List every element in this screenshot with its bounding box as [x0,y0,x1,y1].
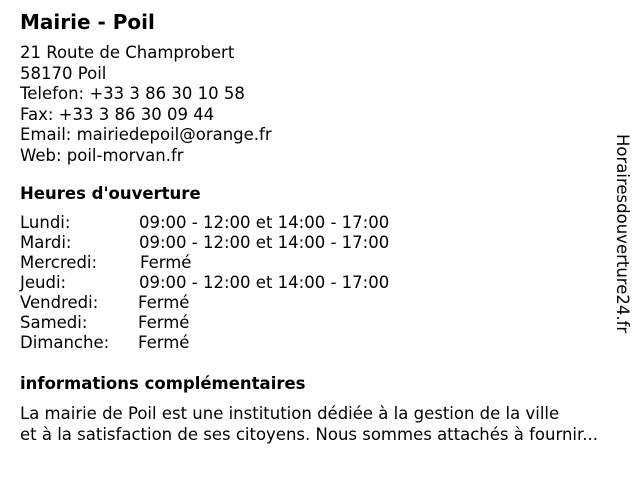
phone-number: Telefon: +33 3 86 30 10 58 [20,84,245,103]
description-text [20,403,635,445]
time-value: Fermé [138,313,190,332]
description-line: La mairie de Poil est une institution dédiée à la gestion de la ville [20,404,560,423]
description-line: et à la satisfaction de ses citoyens. Nous sommes attachés à fournir... [20,425,599,444]
day-label: Samedi: [20,313,88,332]
time-value: Fermé [138,293,190,312]
day-label: Dimanche: [20,333,110,352]
day-label: Vendredi: [20,293,99,312]
address-city: 58170 Poil [20,63,107,83]
additional-info-heading: informations complémentaires [20,374,306,393]
page-title: Mairie - Poil [20,10,155,34]
address-street: 21 Route de Champrobert [20,43,235,62]
day-label: Lundi: [20,213,71,232]
fax-number: Fax: +33 3 86 30 09 44 [20,104,215,124]
website: Web: poil-morvan.fr [20,145,184,165]
email-address: Email: mairiedepoil@orange.fr [20,125,272,144]
time-value: 09:00 - 12:00 et 14:00 - 17:00 [139,233,390,252]
time-value: Fermé [140,253,192,272]
contact-block [20,43,272,166]
opening-hours-heading: Heures d'ouverture [20,184,201,203]
day-label: Jeudi: [20,273,67,292]
time-value: 09:00 - 12:00 et 14:00 - 17:00 [139,213,390,232]
time-value: Fermé [138,333,190,352]
day-label: Mardi: [20,233,72,252]
site-watermark: Horairesdouverture24.fr [613,134,632,334]
day-label: Mercredi: [20,253,98,272]
time-value: 09:00 - 12:00 et 14:00 - 17:00 [139,273,390,292]
